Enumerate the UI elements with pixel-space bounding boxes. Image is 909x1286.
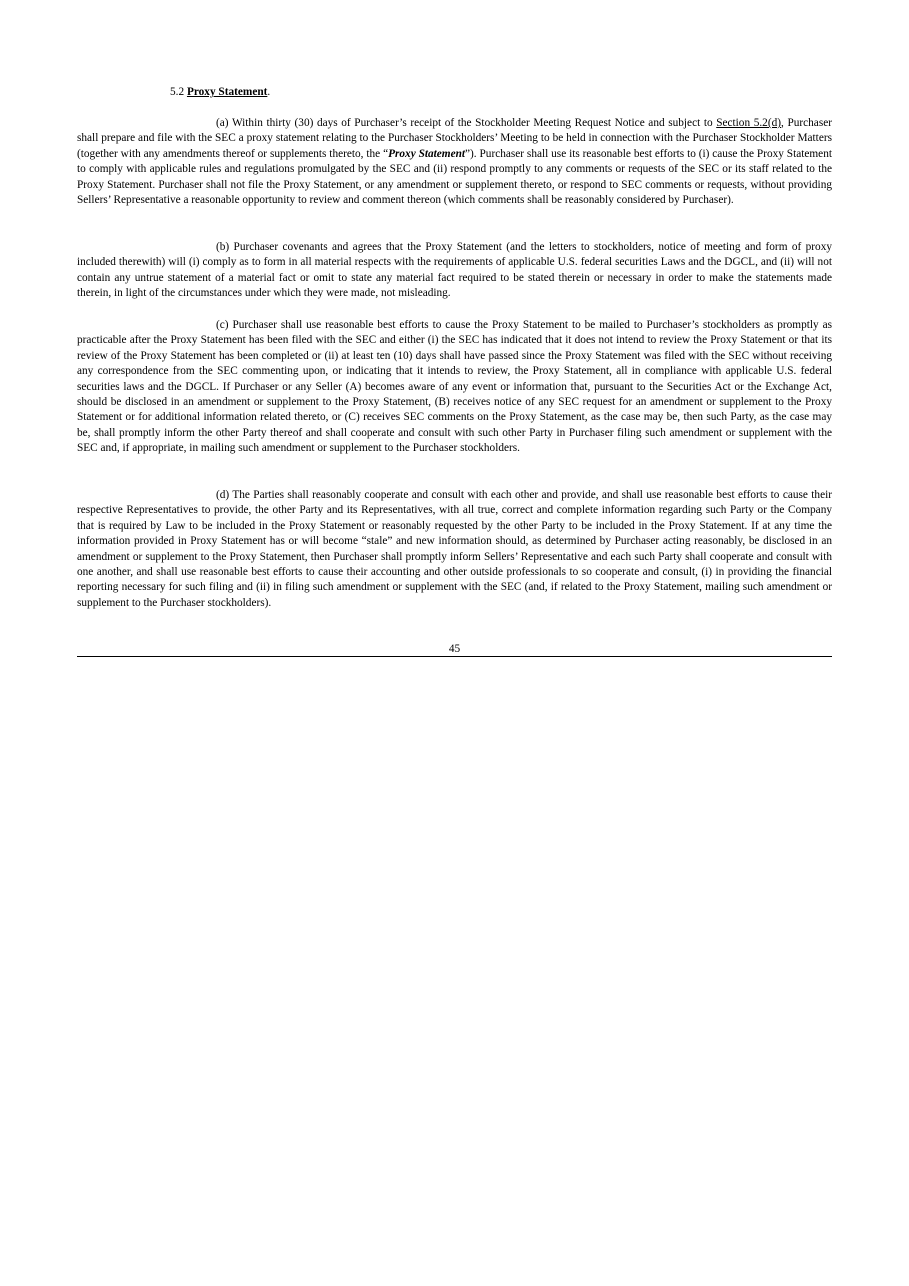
defined-term-proxy-statement: Proxy Statement — [388, 147, 466, 160]
paragraph-a — [77, 116, 832, 208]
paragraph-c: (c) Purchaser shall use reasonable best efforts to cause the Proxy Statement to be mailed to Purchaser’s stockholders as promptly as practicable after the Proxy Statement has been filed with the SEC and either (i) the SEC has indicated that it does not intend to review the Proxy Statement or that its review of the Proxy Statement has been completed or (ii) at least ten (10) days shall have passed since the Proxy Statement was filed with the SEC without receiving any correspondence from the SEC commenting upon, or indicating that it intends to review, the Proxy Statement, all in compliance with applicable U.S. federal securities laws and the DGCL. If Purchaser or any Seller (A) becomes aware of any event or information that, pursuant to the Securities Act or the Exchange Act, should be disclosed in an amendment or supplement to the Proxy Statement, (B) receives notice of any SEC request for an amendment or supplement to the Proxy Statement or for additional information related thereto, or (C) receives SEC comments on the Proxy Statement, as the case may be, then such Party, as the case may be, shall promptly inform the other Party thereof and shall cooperate and consult with such other Party in Purchaser filing such amendment or supplement with the SEC and, if appropriate, in mailing such amendment or supplement to the Purchaser stockholders. — [77, 319, 832, 455]
paragraph-a-text-end: ”). Purchaser shall use its reasonable best efforts to (i) cause the Proxy Statement to comply with applicable rules and regulations promulgated by the SEC and (ii) respond promptly to any comments or requests of the SEC or its staff related to the Proxy Statement. Purchaser shall not file the Proxy Statement, or any amendment or supplement thereto, or respond to SEC comments or requests, without providing Sellers’ Representative a reasonable opportunity to review and comment thereon (which comments shall be reasonably considered by Purchaser). — [77, 147, 832, 207]
section-number: 5.2 — [170, 86, 185, 98]
section-title: Proxy Statement — [186, 86, 268, 98]
paragraph-a-text-middle: , Purchaser shall prepare and file with the SEC a proxy statement relating to the Purchaser Stockholders’ Meeting to be held in connection with the Purchaser Stockholder Matters (together with any amendments thereof or supplements thereto, the “ — [77, 117, 832, 160]
section-heading-period: . — [267, 86, 271, 98]
section-heading — [170, 85, 270, 100]
paragraph-d: (d) The Parties shall reasonably cooperate and consult with each other and provide, and shall use reasonable best efforts to cause their respective Representatives to provide, the other Party and its Representatives, with all true, correct and complete information regarding such Party or the Company that is required by Law to be included in the Proxy Statement or reasonably requested by the other Party to be included in the Proxy Statement. If at any time the information provided in Proxy Statement has or will become “stale” and new information should, as determined by Purchaser acting reasonably, be disclosed in an amendment or supplement to the Proxy Statement, then Purchaser shall promptly inform Sellers’ Representative and each such Party shall cooperate and consult with one another, and shall use reasonable best efforts to cause their accounting and other outside professionals to so cooperate and consult, (i) in providing the financial reporting necessary for such filing and (ii) in filing such amendment or supplement with the SEC (and, if related to the Proxy Statement, mailing such amendment or supplement to the Purchaser stockholders). — [77, 489, 832, 609]
page-number: 45 — [448, 643, 461, 655]
paragraph-a-text-start: (a) Within thirty (30) days of Purchaser’s receipt of the Stockholder Meeting Request Notice and subject to — [216, 117, 717, 129]
footer-divider — [77, 656, 832, 657]
section-reference-link: Section 5.2(d) — [716, 117, 782, 129]
paragraph-b: (b) Purchaser covenants and agrees that the Proxy Statement (and the letters to stockholders, notice of meeting and form of proxy included therewith) will (i) comply as to form in all material respects with the requirements of applicable U.S. federal securities Laws and the DGCL, and (ii) will not contain any untrue statement of a material fact or omit to state any material fact required to be stated therein or necessary in order to make the statements made therein, in light of the circumstances under which they were made, not misleading. — [77, 241, 832, 300]
